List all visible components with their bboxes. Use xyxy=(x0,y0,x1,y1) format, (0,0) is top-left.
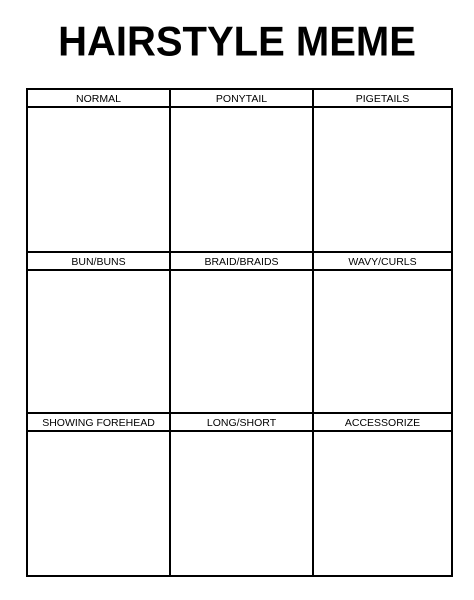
drawing-area[interactable] xyxy=(28,271,169,412)
cell-wavy-curls xyxy=(314,253,451,412)
drawing-area[interactable] xyxy=(28,432,169,575)
drawing-area[interactable] xyxy=(314,271,451,412)
drawing-area[interactable] xyxy=(171,432,312,575)
drawing-area[interactable] xyxy=(314,108,451,251)
cell-label: WAVY/CURLS xyxy=(314,253,451,271)
cell-label: PONYTAIL xyxy=(171,90,312,108)
cell-label: BRAID/BRAIDS xyxy=(171,253,312,271)
cell-long-short xyxy=(171,414,312,575)
cell-showing-forehead xyxy=(28,414,169,575)
cell-label: ACCESSORIZE xyxy=(314,414,451,432)
grid-divider xyxy=(312,90,314,575)
drawing-area[interactable] xyxy=(28,108,169,251)
cell-pigetails xyxy=(314,90,451,251)
cell-label: SHOWING FOREHEAD xyxy=(28,414,169,432)
cell-label: NORMAL xyxy=(28,90,169,108)
meme-grid xyxy=(26,88,453,577)
page-title: HAIRSTYLE MEME xyxy=(58,18,416,66)
cell-ponytail xyxy=(171,90,312,251)
drawing-area[interactable] xyxy=(314,432,451,575)
grid-divider xyxy=(28,251,451,253)
cell-bun-buns xyxy=(28,253,169,412)
grid-divider xyxy=(169,90,171,575)
cell-label: PIGETAILS xyxy=(314,90,451,108)
cell-accessorize xyxy=(314,414,451,575)
drawing-area[interactable] xyxy=(171,271,312,412)
drawing-area[interactable] xyxy=(171,108,312,251)
cell-braid-braids xyxy=(171,253,312,412)
cell-label: LONG/SHORT xyxy=(171,414,312,432)
grid-divider xyxy=(28,412,451,414)
cell-normal xyxy=(28,90,169,251)
cell-label: BUN/BUNS xyxy=(28,253,169,271)
